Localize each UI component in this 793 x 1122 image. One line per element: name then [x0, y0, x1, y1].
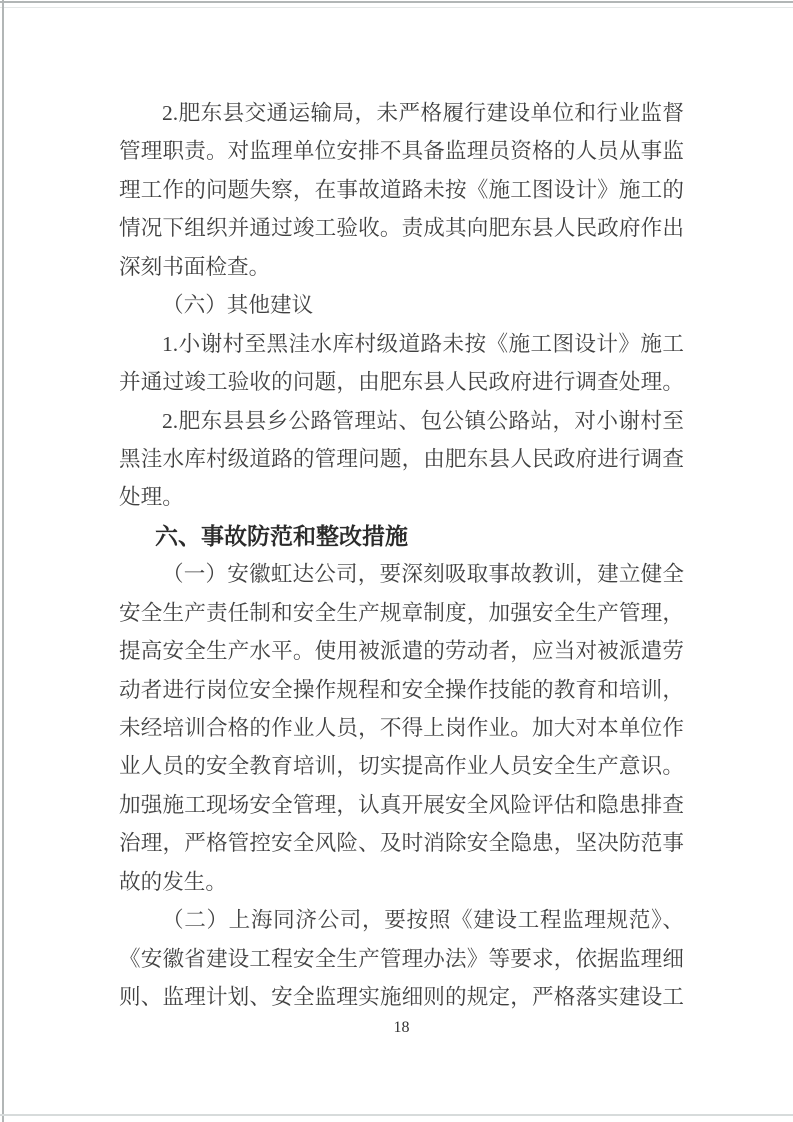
scan-edge-top-faint	[0, 7, 793, 8]
text-line: 深刻书面检查。	[119, 254, 271, 279]
text-line: 加强施工现场安全管理，认真开展安全风险评估和隐患排查	[119, 792, 684, 817]
text-line: （二）上海同济公司，要按照《建设工程监理规范》、	[162, 908, 684, 933]
text-line: 治理，严格管控安全风险、及时消除安全隐患，坚决防范事	[119, 831, 684, 856]
text-line: 2.肥东县县乡公路管理站、包公镇公路站，对小谢村至	[162, 408, 684, 433]
text-line: 未经培训合格的作业人员，不得上岗作业。加大对本单位作	[119, 716, 684, 740]
text-line: 并通过竣工验收的问题，由肥东县人民政府进行调查处理。	[119, 370, 684, 395]
text-line: 《安徽省建设工程安全生产管理办法》等要求，依据监理细	[119, 946, 684, 971]
scan-edge-top	[0, 1, 793, 3]
text-line: 则、监理计划、安全监理实施细则的规定，严格落实建设工	[119, 985, 684, 1010]
text-line: 理工作的问题失察，在事故道路未按《施工图设计》施工的	[119, 177, 684, 202]
text-line: 提高安全生产水平。使用被派遣的劳动者，应当对被派遣劳	[119, 639, 684, 664]
text-line: 六、事故防范和整改措施	[155, 522, 408, 549]
scan-edge-left	[2, 0, 4, 1122]
text-line: 1.小谢村至黑洼水库村级道路未按《施工图设计》施工	[162, 331, 684, 356]
text-line: 故的发生。	[119, 869, 227, 894]
document-body	[119, 94, 684, 1017]
text-line: 管理职责。对监理单位安排不具备监理员资格的人员从事监	[119, 139, 684, 164]
text-line: 黑洼水库村级道路的管理问题，由肥东县人民政府进行调查	[119, 446, 684, 471]
text-line: （一）安徽虹达公司，要深刻吸取事故教训，建立健全	[162, 562, 684, 587]
text-line: （六）其他建议	[162, 293, 314, 318]
text-line: 处理。	[119, 485, 184, 510]
text-line: 业人员的安全教育培训，切实提高作业人员安全生产意识。	[119, 754, 684, 779]
text-line: 2.肥东县交通运输局，未严格履行建设单位和行业监督	[162, 101, 684, 125]
scan-edge-bottom	[0, 1114, 793, 1116]
text-line: 安全生产责任制和安全生产规章制度，加强安全生产管理，	[119, 600, 684, 625]
text-line: 动者进行岗位安全操作规程和安全操作技能的教育和培训，	[119, 677, 684, 702]
text-line: 情况下组织并通过竣工验收。责成其向肥东县人民政府作出	[119, 216, 684, 241]
page-number: 18	[393, 1019, 410, 1036]
